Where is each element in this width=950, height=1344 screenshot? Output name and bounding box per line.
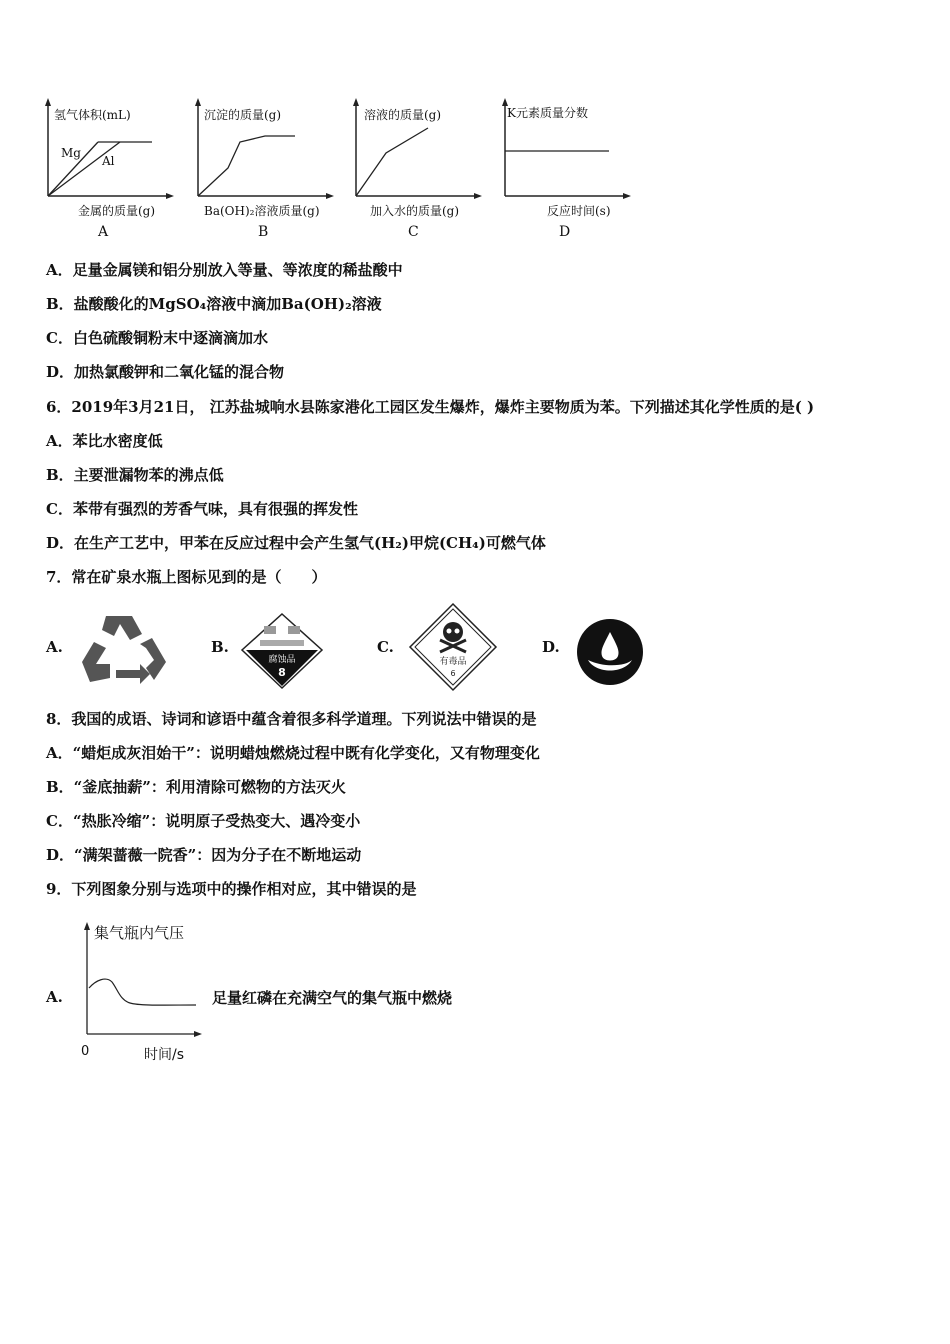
q7-label-c: C. [377,638,394,656]
al-line [48,142,120,196]
graph-d [497,98,637,243]
q5-option-a: A．足量金属镁和铝分别放入等量、等浓度的稀盐酸中 [46,261,403,279]
graph-b [190,98,340,243]
q9-origin: 0 [81,1044,90,1059]
corrosive-icon [240,612,324,690]
q6-option-b: B．主要泄漏物苯的沸点低 [46,466,224,484]
recycle-icon [76,610,168,690]
graph-c-ylabel: 溶液的质量(g) [364,108,442,122]
pressure-curve [89,979,196,1005]
q7-stem: 7．常在矿泉水瓶上图标见到的是（ ） [46,568,327,586]
q7-label-d: D. [542,638,560,656]
q5-option-b: B．盐酸酸化的MgSO₄溶液中滴加Ba(OH)₂溶液 [46,295,382,313]
graph-a-xlabel: 金属的质量(g) [78,204,156,218]
al-label: Al [102,154,115,168]
q8-option-d: D．“满架蔷薇一院香”：因为分子在不断地运动 [46,846,362,864]
q9-xlabel: 时间/s [144,1047,185,1063]
solution-line [356,128,428,196]
skull-icon [443,622,463,642]
graph-b-letter: B [258,224,269,240]
graph-d-letter: D [559,224,571,240]
q6-option-a: A．苯比水密度低 [46,432,163,450]
graph-a-letter: A [98,224,109,240]
q6-option-c: C．苯带有强烈的芳香气味，具有很强的挥发性 [46,500,358,518]
corrosive-number: 8 [278,666,286,679]
graph-c-xlabel: 加入水的质量(g) [370,204,460,218]
toxic-number: 6 [450,669,456,678]
graph-b-ylabel: 沉淀的质量(g) [204,108,282,122]
graph-d-xlabel: 反应时间(s) [547,204,611,218]
q5-option-d: D．加热氯酸钾和二氧化锰的混合物 [46,363,285,381]
q6-option-d: D．在生产工艺中，甲苯在反应过程中会产生氢气(H₂)甲烷(CH₄)可燃气体 [46,534,546,552]
graph-a [40,98,175,243]
water-saving-icon [574,616,646,688]
graph-a-ylabel: 氢气体积(mL) [54,108,131,122]
graph-c-letter: C [408,224,419,240]
toxic-text: 有毒品 [439,657,467,667]
toxic-icon [408,602,498,692]
precipitate-line [198,136,295,196]
q8-option-c: C．“热胀冷缩”：说明原子受热变大、遇冷变小 [46,812,361,830]
q9-ylabel: 集气瓶内气压 [94,924,185,942]
q6-stem: 6．2019年3月21日， 江苏盐城响水县陈家港化工园区发生爆炸，爆炸主要物质为苯。下列描述其化学性质的是( ) [46,398,815,416]
graph-c [348,98,488,243]
graph-b-xlabel: Ba(OH)₂溶液质量(g) [204,204,320,218]
q7-label-b: B. [211,638,229,656]
q8-option-a: A．“蜡炬成灰泪始干”：说明蜡烛燃烧过程中既有化学变化，又有物理变化 [46,744,540,762]
q8-option-b: B．“釜底抽薪”：利用清除可燃物的方法灭火 [46,778,346,796]
mg-label: Mg [61,146,81,160]
q9-pressure-graph [78,920,208,1065]
q9-option-label: A. [46,988,63,1006]
corrosive-text: 腐蚀品 [268,655,296,665]
q8-stem: 8．我国的成语、诗词和谚语中蕴含着很多科学道理。下列说法中错误的是 [46,710,537,728]
q5-option-c: C．白色硫酸铜粉末中逐滴滴加水 [46,329,268,347]
q9-option-a-desc: 足量红磷在充满空气的集气瓶中燃烧 [212,989,453,1007]
graph-d-ylabel: K元素质量分数 [507,106,588,120]
q7-label-a: A. [46,638,63,656]
q9-stem: 9．下列图象分别与选项中的操作相对应，其中错误的是 [46,880,417,898]
